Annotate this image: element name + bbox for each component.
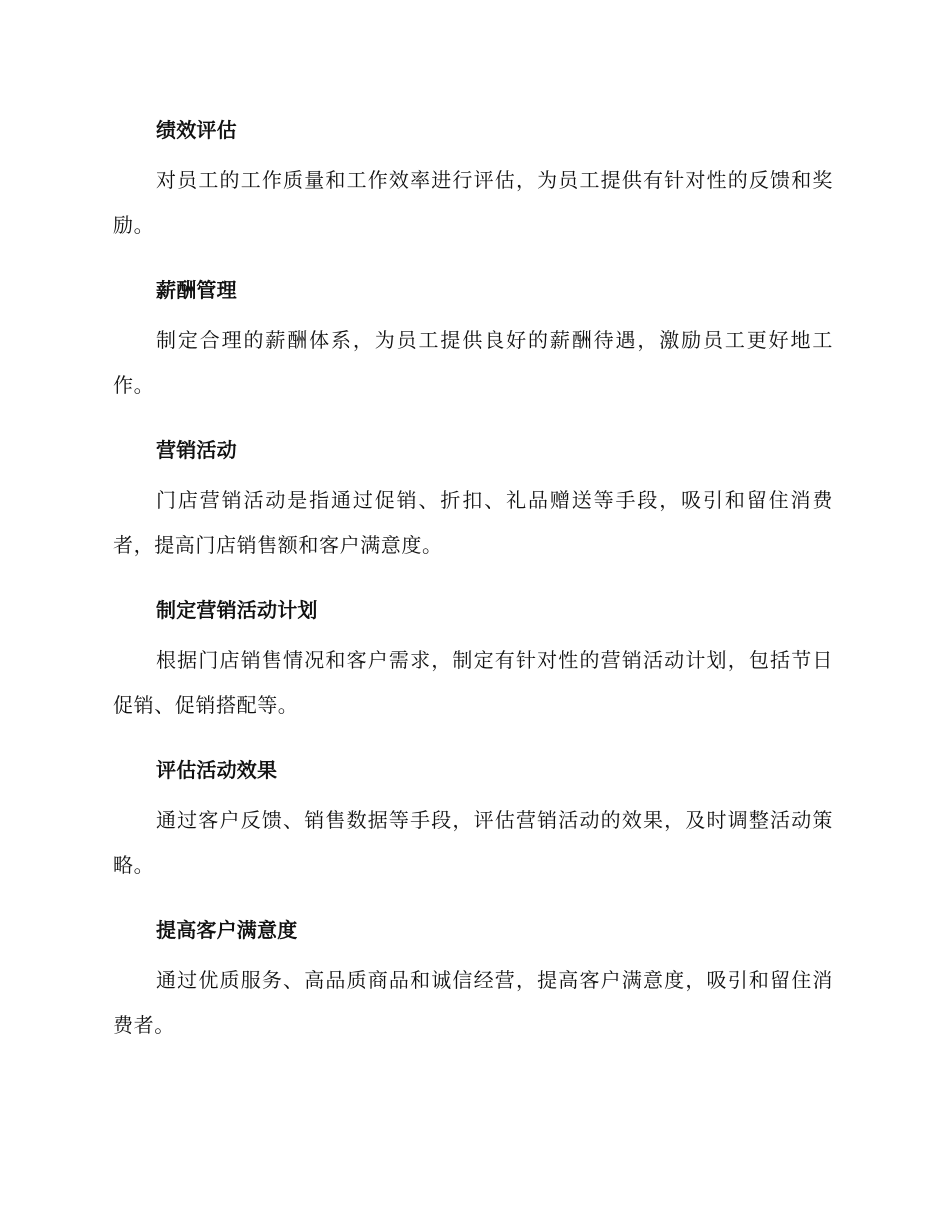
section-paragraph: 通过客户反馈、销售数据等手段，评估营销活动的效果，及时调整活动策略。	[113, 808, 833, 877]
section-paragraph: 通过优质服务、高品质商品和诚信经营，提高客户满意度，吸引和留住消费者。	[113, 968, 833, 1037]
document-body	[113, 108, 833, 1056]
section-heading: 绩效评估	[156, 118, 237, 142]
section-heading: 营销活动	[156, 438, 237, 462]
section-heading: 提高客户满意度	[156, 918, 298, 942]
section-compensation-management	[113, 268, 833, 416]
section-paragraph: 制定合理的薪酬体系，为员工提供良好的薪酬待遇，激励员工更好地工作。	[113, 328, 833, 397]
section-paragraph: 根据门店销售情况和客户需求，制定有针对性的营销活动计划，包括节日促销、促销搭配等。	[113, 648, 833, 717]
section-customer-satisfaction	[113, 908, 833, 1056]
section-heading: 制定营销活动计划	[156, 598, 318, 622]
section-heading: 评估活动效果	[156, 758, 278, 782]
section-paragraph: 对员工的工作质量和工作效率进行评估，为员工提供有针对性的反馈和奖励。	[113, 168, 833, 237]
section-marketing-plan	[113, 588, 833, 736]
section-paragraph: 门店营销活动是指通过促销、折扣、礼品赠送等手段，吸引和留住消费者，提高门店销售额和客户满意度。	[113, 488, 833, 557]
section-activity-evaluation	[113, 748, 833, 896]
section-marketing-activities	[113, 428, 833, 576]
section-heading: 薪酬管理	[156, 278, 237, 302]
section-performance-evaluation	[113, 108, 833, 256]
